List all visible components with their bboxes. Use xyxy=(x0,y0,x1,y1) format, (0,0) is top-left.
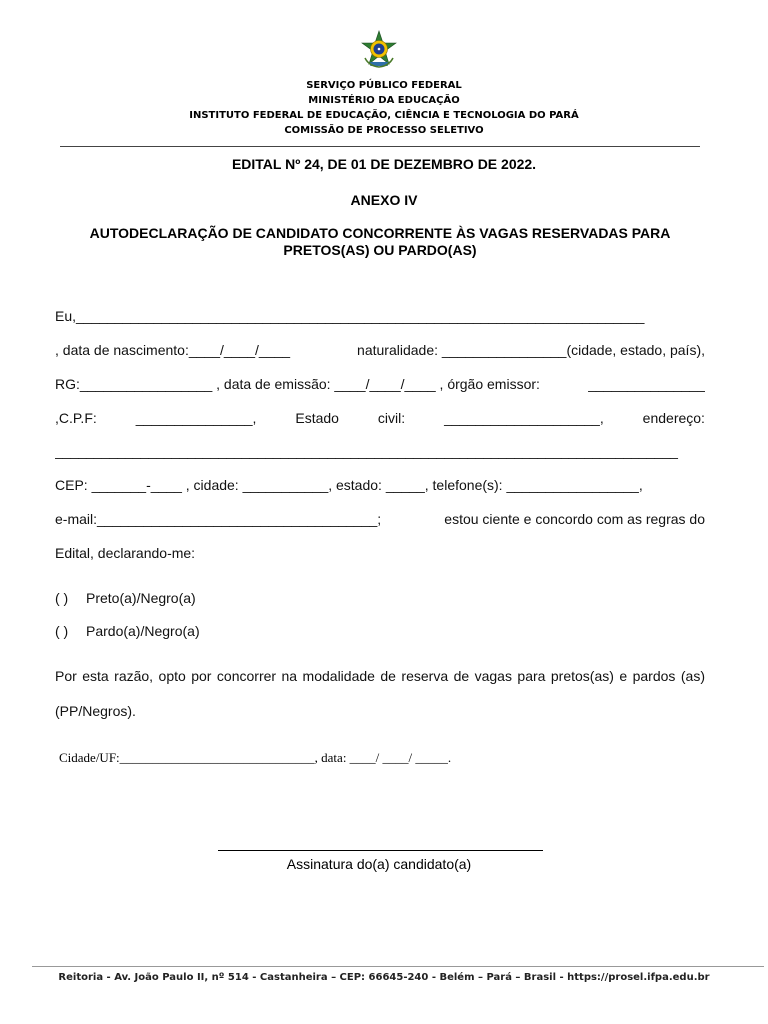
header-divider xyxy=(60,146,700,147)
form-line-email xyxy=(55,511,705,527)
option-label-pardo: Pardo(a)/Negro(a) xyxy=(86,623,200,639)
marital-label-2: civil: xyxy=(377,410,406,426)
form-line-name: Eu,_________________________________________________________________________ xyxy=(55,308,645,324)
header-line-ministry: MINISTÉRIO DA EDUCAÇÃO xyxy=(308,95,460,106)
header-line-commission: COMISSÃO DE PROCESSO SELETIVO xyxy=(284,125,484,136)
option-pardo xyxy=(55,623,200,639)
city-date-line: Cidade/UF:______________________________, data: ____/ ____/ _____. xyxy=(59,750,452,765)
signature-label: Assinatura do(a) candidato(a) xyxy=(286,856,472,872)
marital-label: Estado xyxy=(295,410,339,426)
address-label: endereço: xyxy=(642,410,705,426)
footer-address: Reitoria - Av. João Paulo II, nº 514 - Castanheira – CEP: 66645-240 - Belém – Pará – Brasil - https://prosel.ifpa.edu.br xyxy=(58,972,710,983)
birth-date-field: , data de nascimento:____/____/____ xyxy=(55,342,291,358)
form-line-cpf xyxy=(55,410,705,426)
annex-title: ANEXO IV xyxy=(350,192,418,208)
reason-paragraph: Por esta razão, opto por concorrer na modalidade de reserva de vagas para pretos(as) e pardos (as) (PP/Negros). xyxy=(55,668,705,719)
agreement-text: estou ciente e concordo com as regras do xyxy=(444,511,705,527)
birthplace-field: naturalidade: ________________(cidade, estado, país), xyxy=(357,342,705,358)
cpf-label: ,C.P.F: xyxy=(55,410,97,426)
form-line-declaring: Edital, declarando-me: xyxy=(55,545,196,561)
marital-blank: ____________________, xyxy=(444,410,604,426)
option-checkbox-pardo: ( ) xyxy=(55,623,69,639)
coat-of-arms-logo xyxy=(359,30,399,70)
issuer-field: _______________ xyxy=(588,376,705,392)
form-line-cep: CEP: _______-____ , cidade: ___________, estado: _____, telefone(s): _________________, xyxy=(55,477,643,493)
header-line-institute: INSTITUTO FEDERAL DE EDUCAÇÃO, CIÊNCIA E TECNOLOGIA DO PARÁ xyxy=(189,110,579,121)
signature-line xyxy=(218,850,543,851)
option-preto xyxy=(55,590,196,606)
form-line-rg xyxy=(55,376,705,392)
institution-header xyxy=(0,78,768,138)
option-checkbox-preto: ( ) xyxy=(55,590,69,606)
form-line-birth xyxy=(55,342,705,358)
email-field: e-mail:____________________________________; xyxy=(55,511,382,527)
header-line-service: SERVIÇO PÚBLICO FEDERAL xyxy=(306,80,462,91)
cpf-blank: _______________, xyxy=(135,410,257,426)
footer-divider xyxy=(32,966,764,967)
form-line-address: ________________________________________________________________________________ xyxy=(55,443,678,459)
option-label-preto: Preto(a)/Negro(a) xyxy=(86,590,196,606)
declaration-subtitle: AUTODECLARAÇÃO DE CANDIDATO CONCORRENTE ÀS VAGAS RESERVADAS PARA PRETOS(AS) OU PARDO(AS) xyxy=(89,225,671,258)
rg-field: RG:_________________ , data de emissão: ____/____/____ , órgão emissor: xyxy=(55,376,540,392)
edital-title: EDITAL Nº 24, DE 01 DE DEZEMBRO DE 2022. xyxy=(231,156,537,172)
